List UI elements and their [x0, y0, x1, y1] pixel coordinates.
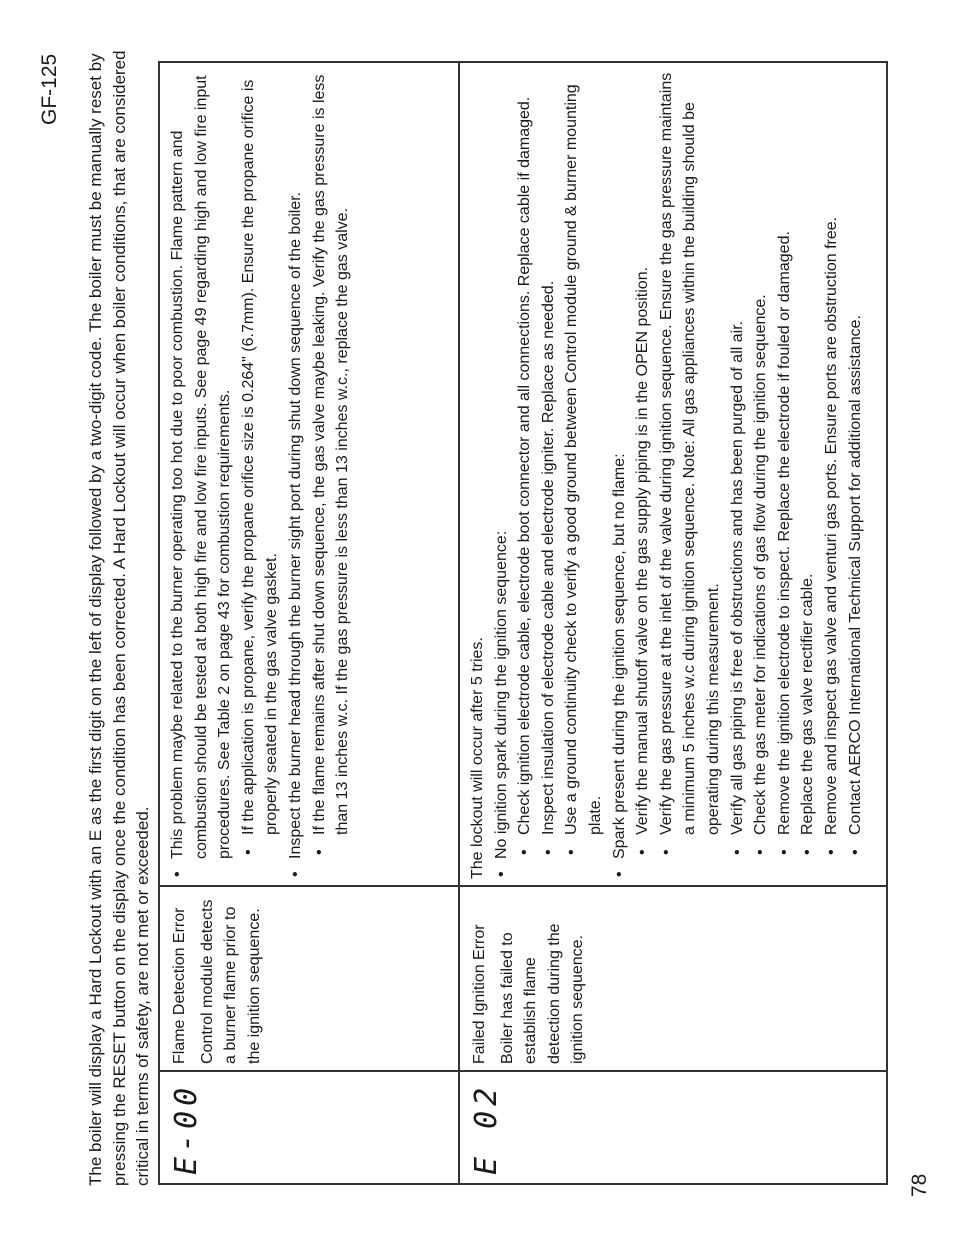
error-description	[159, 886, 459, 1071]
list-item: • No ignition spark during the ignition sequence: • Check ignition electrode cable, electrode boot connector and all connections. Replace cable if damaged. • Inspect insulation of electrode cable and electrode igniter. Replace as needed. • Use a ground continuity check to verify a good ground between Control module ground & burner mounting plate.	[490, 69, 608, 879]
list-item: • Inspect the burner head through the burner sight port during shut down sequence of the boiler. • If the flame remains after shut down sequence, the gas valve maybe leaking. Verify the gas pressure is less than 13 inches w.c. If the gas pressure is less than 13 inches w.c., replace the gas valve.	[284, 69, 355, 879]
table-row	[459, 62, 887, 1184]
error-detail: Boiler has failed to establish flame detection during the ignition sequence.	[498, 923, 587, 1064]
list-item: • Replace the gas valve rectifier cable.	[799, 573, 817, 855]
list-item: • Use a ground continuity check to verify a good ground between Control module ground & burner mounting plate.	[563, 84, 604, 855]
list-item: • Verify the manual shutoff valve on the gas supply piping is in the OPEN position.	[634, 266, 652, 855]
corrective-actions	[159, 62, 459, 886]
lockout-note: The lockout will occur after 5 tries.	[469, 637, 486, 879]
list-item: • Check the gas meter for indications of gas flow during the ignition sequence.	[752, 294, 770, 855]
error-description	[459, 886, 887, 1071]
list-item: • Verify all gas piping is free of obstructions and has been purged of all air.	[728, 320, 746, 855]
table-row	[159, 62, 459, 1184]
list-item: • Verify the gas pressure at the inlet of the valve during ignition sequence. Ensure the gas pressure maintains a minimum 5 inches w.c during ignition sequence. Note: All gas appliances within the building should be operating during this measurement.	[657, 72, 722, 855]
error-code: E 02	[459, 1071, 887, 1184]
list-item: • This problem maybe related to the burner operating too hot due to poor combustion. Flame pattern and combustion should be tested at both high fire and low fire inputs. See page 49 regarding high and low fire input procedures. See Table 2 on page 43 for combustion requirements. • If the application is propane, verify the propane orifice size is 0.264" (6.7mm). Ensure the propane orifice is properly seated in the gas valve gasket.	[166, 69, 284, 879]
error-title: Flame Detection Error	[171, 907, 188, 1064]
list-item: • Spark present during the ignition sequence, but no flame: • Verify the manual shutoff valve on the gas supply piping is in the OPEN position. • Verify the gas pressure at the inlet of the valve during ignition sequence. Ensure the gas pressure maintains a minimum 5 inches w.c during ignition sequence. Note: All gas appliances within the building should be operating during this measurement. • Verify all gas piping is free of obstructions and has been purged of all air. • Check the gas meter for indications of gas flow during the ignition sequence. • Remove the ignition electrode to inspect. Replace the electrode if fouled or damaged. • Replace the gas valve rectifier cable. • Remove and inspect gas valve and venturi gas ports. Ensure ports are obstruction free. • Contact AERCO International Technical Support for additional assistance.	[608, 69, 868, 879]
list-item: • Contact AERCO International Technical Support for additional assistance.	[846, 315, 864, 855]
list-item: • Inspect insulation of electrode cable and electrode igniter. Replace as needed.	[539, 280, 557, 855]
error-code-table	[158, 61, 888, 1185]
intro-paragraph: The boiler will display a Hard Lockout with an E as the first digit on the left of display followed by a two-digit code. The boiler must be manually reset by pressing the RESET button on the display once the condition has been corrected. A Hard Lockout will occur when boiler conditions, that are considered critical in terms of safety, are not met or exceeded.	[86, 50, 152, 1186]
error-detail: Control module detects a burner flame prior to the ignition sequence.	[198, 899, 263, 1064]
list-item: • Remove and inspect gas valve and venturi gas ports. Ensure ports are obstruction free.	[822, 216, 840, 855]
document-code: GF-125	[38, 53, 61, 125]
error-title: Failed Ignition Error	[471, 924, 488, 1064]
list-item: • If the flame remains after shut down sequence, the gas valve maybe leaking. Verify the gas pressure is less than 13 inches w.c. If the gas pressure is less than 13 inches w.c., replace the gas valve.	[310, 74, 352, 855]
list-item: • Remove the ignition electrode to inspect. Replace the electrode if fouled or damaged.	[775, 231, 793, 855]
list-item: • If the application is propane, verify the propane orifice size is 0.264" (6.7mm). Ensure the propane orifice is properly seated in the gas valve gasket.	[239, 79, 281, 855]
list-item: • Check ignition electrode cable, electrode boot connector and all connections. Replace cable if damaged.	[516, 96, 534, 855]
error-code: E-00	[159, 1071, 459, 1184]
page-number: 78	[908, 1173, 931, 1197]
corrective-actions	[459, 62, 887, 886]
